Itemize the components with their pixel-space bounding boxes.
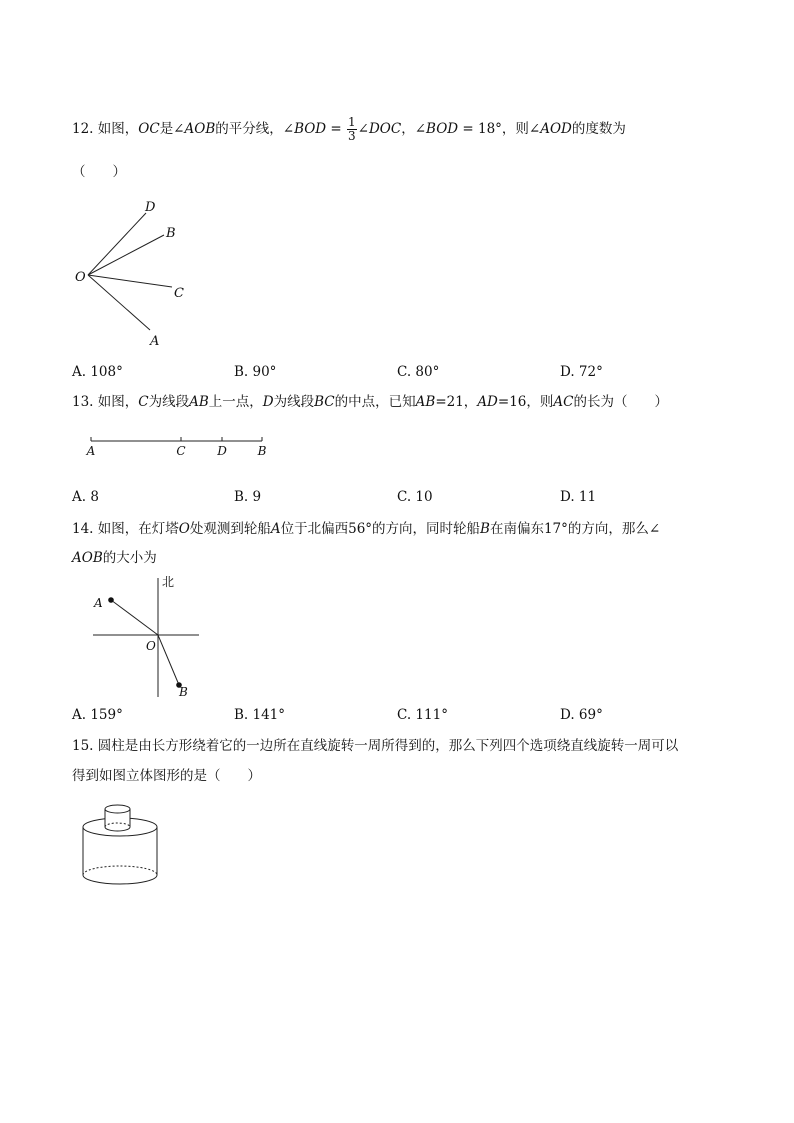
large-cylinder-bottom-front bbox=[83, 875, 157, 884]
label-a: A bbox=[94, 596, 103, 610]
q12-option-c[interactable]: C. 80° bbox=[397, 364, 440, 380]
label-a: A bbox=[150, 334, 160, 349]
ray-oa bbox=[88, 275, 150, 330]
q12-angle-figure bbox=[70, 195, 200, 350]
label-d: D bbox=[217, 444, 227, 458]
ray-oc bbox=[88, 275, 172, 287]
q14-stem-line1: 14. 如图，在灯塔O处观测到轮船A位于北偏西56°的方向，同时轮船B在南偏东17°的方向，那么∠ bbox=[72, 521, 661, 537]
q15-number: 15. bbox=[72, 738, 94, 754]
label-o: O bbox=[146, 639, 156, 653]
small-cylinder-top bbox=[105, 805, 130, 813]
label-b: B bbox=[179, 685, 188, 699]
q14-option-a[interactable]: A. 159° bbox=[72, 707, 123, 723]
q14-option-d[interactable]: D. 69° bbox=[560, 707, 603, 723]
q12-number: 12. bbox=[72, 121, 94, 137]
ship-a-dot bbox=[108, 597, 114, 603]
q14-number: 14. bbox=[72, 521, 94, 537]
q13-segment-figure bbox=[80, 432, 280, 462]
q14-option-c[interactable]: C. 111° bbox=[397, 707, 448, 723]
q12-answer-bracket: （ ） bbox=[72, 164, 126, 180]
label-b: B bbox=[166, 226, 176, 241]
ray-ob bbox=[158, 635, 179, 685]
q14-direction-figure bbox=[85, 570, 210, 700]
q13-option-d[interactable]: D. 11 bbox=[560, 489, 597, 505]
q13-option-b[interactable]: B. 9 bbox=[234, 489, 262, 505]
ray-oa bbox=[111, 600, 158, 635]
q15-stem-line2: 得到如图立体图形的是（ ） bbox=[72, 768, 261, 784]
q12-stem: 12. 如图，OC是∠AOB的平分线，∠BOD = $\frac{1}{3}$ ∠DOC，∠BOD = 18°，则∠AOD的度数为 bbox=[72, 115, 626, 143]
label-d: D bbox=[145, 200, 156, 215]
q13-option-c[interactable]: C. 10 bbox=[397, 489, 433, 505]
label-o: O bbox=[75, 270, 86, 285]
label-b: B bbox=[257, 444, 267, 458]
ray-ob bbox=[88, 235, 164, 275]
q13-stem: 13. 如图，C为线段AB上一点，D为线段BC的中点，已知AB=21，AD=16，则AC的长为（ ） bbox=[72, 394, 668, 410]
q14-stem-line2: AOB的大小为 bbox=[72, 550, 157, 566]
label-c: C bbox=[174, 286, 184, 301]
q13-option-a[interactable]: A. 8 bbox=[72, 489, 99, 505]
q14-option-b[interactable]: B. 141° bbox=[234, 707, 286, 723]
q13-number: 13. bbox=[72, 394, 94, 410]
q15-solid-figure bbox=[76, 800, 166, 890]
large-cylinder-bottom-back bbox=[83, 866, 157, 875]
q12-option-a[interactable]: A. 108° bbox=[72, 364, 123, 380]
q15-stem-line1: 15. 圆柱是由长方形绕着它的一边所在直线旋转一周所得到的，那么下列四个选项绕直线旋转一周可以 bbox=[72, 738, 679, 754]
ray-od bbox=[88, 213, 146, 275]
q12-option-d[interactable]: D. 72° bbox=[560, 364, 603, 380]
label-a: A bbox=[86, 444, 96, 458]
label-north: 北 bbox=[162, 575, 175, 589]
one-third-fraction: $\frac{1}{3}$ bbox=[348, 115, 356, 143]
label-c: C bbox=[176, 444, 186, 458]
q12-option-b[interactable]: B. 90° bbox=[234, 364, 277, 380]
